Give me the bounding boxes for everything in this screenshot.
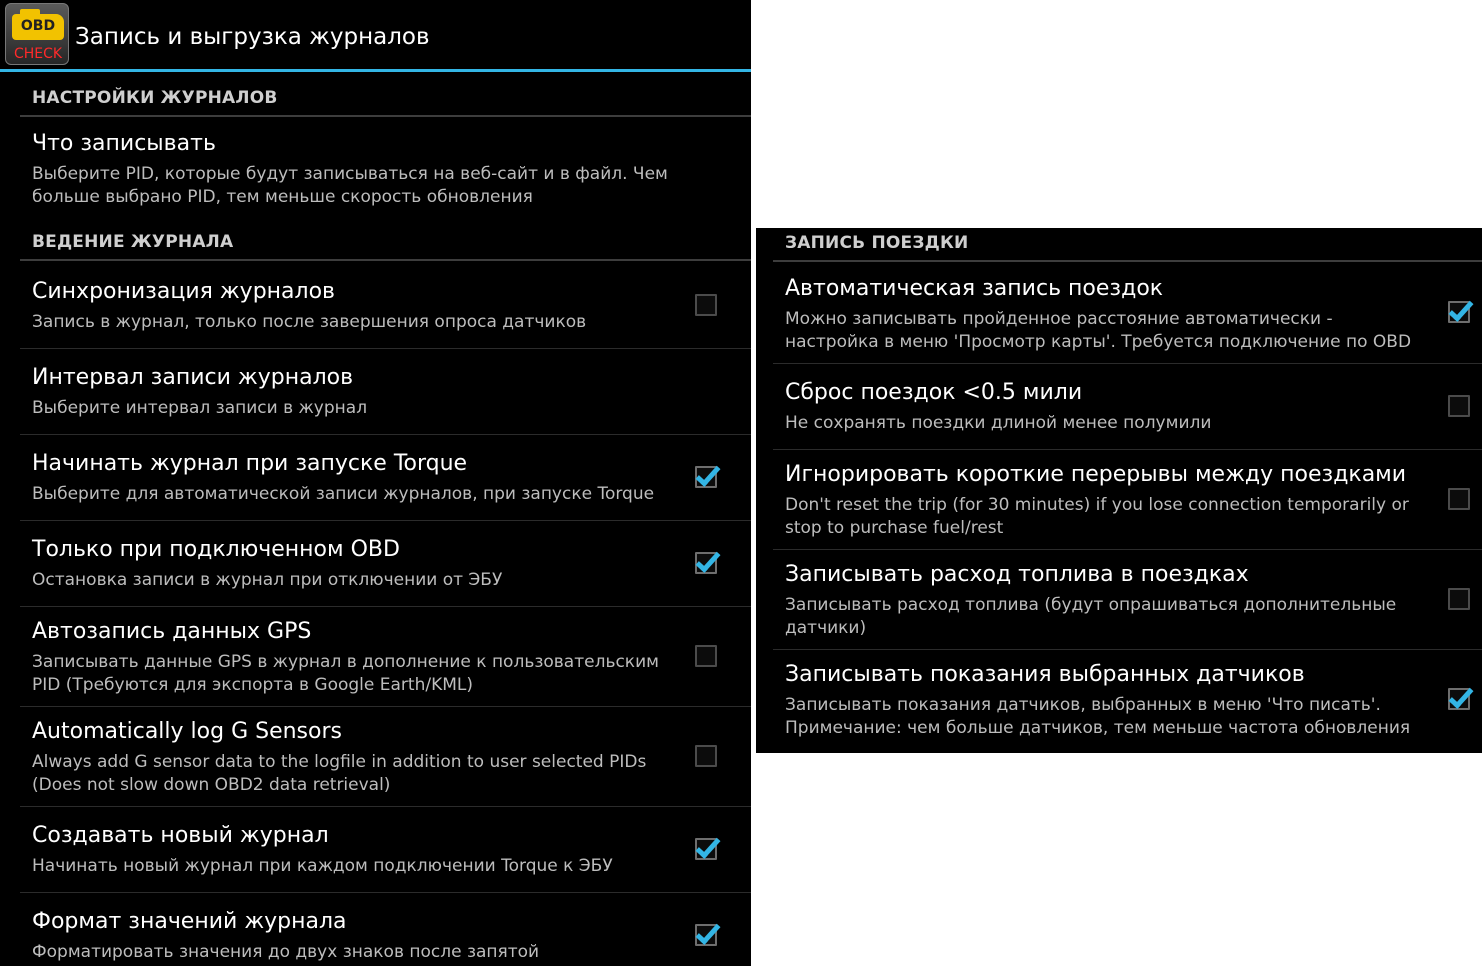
pref-summary: Остановка записи в журнал при отключении от ЭБУ bbox=[32, 570, 503, 590]
section-divider bbox=[20, 115, 751, 117]
autolog-gps-checkbox[interactable] bbox=[695, 645, 717, 667]
pref-title: Игнорировать короткие перерывы между поездками bbox=[785, 462, 1407, 487]
create-new-log-checkbox[interactable] bbox=[695, 838, 717, 860]
pref-title: Автоматическая запись поездок bbox=[785, 276, 1164, 301]
obd-check-app-icon[interactable] bbox=[5, 3, 69, 65]
checkmark-icon bbox=[696, 833, 721, 859]
pref-log-selected-sensors[interactable] bbox=[756, 650, 1482, 753]
section-divider bbox=[20, 259, 751, 261]
pref-summary: Можно записывать пройденное расстояние автоматически - настройка в меню 'Просмотр карты'. Требуется подключение по OBD bbox=[785, 309, 1412, 352]
pref-summary: Выберите интервал записи в журнал bbox=[32, 398, 368, 418]
page-title: Запись и выгрузка журналов bbox=[75, 24, 430, 50]
pref-title: Синхронизация журналов bbox=[32, 279, 336, 304]
pref-title: Записывать показания выбранных датчиков bbox=[785, 662, 1305, 687]
pref-summary: Записывать показания датчиков, выбранных в меню 'Что писать'. Примечание: чем больше датчиков, тем меньше частота обновления bbox=[785, 695, 1411, 738]
icon-check-label: CHECK bbox=[13, 46, 63, 62]
pref-log-g-sensors[interactable] bbox=[0, 707, 751, 806]
pref-log-interval[interactable] bbox=[0, 349, 751, 434]
checkmark-icon bbox=[696, 919, 721, 945]
only-when-obd-connected-checkbox[interactable] bbox=[695, 552, 717, 574]
log-g-sensors-checkbox[interactable] bbox=[695, 745, 717, 767]
section-header-log-settings: НАСТРОЙКИ ЖУРНАЛОВ bbox=[32, 88, 278, 108]
sync-logs-checkbox[interactable] bbox=[695, 294, 717, 316]
auto-trip-recording-checkbox[interactable] bbox=[1448, 301, 1470, 323]
pref-title: Начинать журнал при запуске Torque bbox=[32, 451, 468, 476]
pref-log-trip-fuel[interactable] bbox=[756, 550, 1482, 649]
pref-only-when-obd-connected[interactable] bbox=[0, 521, 751, 606]
pref-title: Только при подключенном OBD bbox=[32, 537, 400, 562]
pref-title: Автозапись данных GPS bbox=[32, 619, 312, 644]
pref-summary: Выберите PID, которые будут записываться на веб-сайт и в файл. Чем больше выбрано PID, тем меньше скорость обновления bbox=[32, 164, 668, 207]
log-value-format-checkbox[interactable] bbox=[695, 924, 717, 946]
pref-log-value-format[interactable] bbox=[0, 893, 751, 966]
section-header-trip-recording: ЗАПИСЬ ПОЕЗДКИ bbox=[785, 233, 969, 253]
pref-summary: Не сохранять поездки длиной менее полумили bbox=[785, 413, 1212, 433]
pref-sync-logs[interactable] bbox=[0, 262, 751, 348]
pref-summary: Don't reset the trip (for 30 minutes) if you lose connection temporarily or stop to purchase fuel/rest bbox=[785, 495, 1409, 538]
pref-create-new-log[interactable] bbox=[0, 807, 751, 892]
start-log-on-launch-checkbox[interactable] bbox=[695, 466, 717, 488]
checkmark-icon bbox=[1449, 683, 1474, 709]
ignore-short-breaks-checkbox[interactable] bbox=[1448, 488, 1470, 510]
pref-ignore-short-breaks[interactable] bbox=[756, 450, 1482, 549]
pref-start-log-on-launch[interactable] bbox=[0, 435, 751, 520]
icon-obd-label: OBD bbox=[20, 18, 56, 34]
pref-title: Automatically log G Sensors bbox=[32, 719, 342, 744]
pref-title: Создавать новый журнал bbox=[32, 823, 329, 848]
pref-title: Что записывать bbox=[32, 131, 216, 156]
pref-summary: Форматировать значения до двух знаков после запятой bbox=[32, 942, 540, 962]
pref-autolog-gps[interactable] bbox=[0, 607, 751, 706]
pref-summary: Начинать новый журнал при каждом подключении Torque к ЭБУ bbox=[32, 856, 613, 876]
reset-short-trips-checkbox[interactable] bbox=[1448, 395, 1470, 417]
pref-title: Сброс поездок <0.5 мили bbox=[785, 380, 1083, 405]
log-selected-sensors-checkbox[interactable] bbox=[1448, 688, 1470, 710]
pref-title: Формат значений журнала bbox=[32, 909, 347, 934]
pref-reset-short-trips[interactable] bbox=[756, 364, 1482, 449]
pref-summary: Записывать расход топлива (будут опрашиваться дополнительные датчики) bbox=[785, 595, 1397, 638]
pref-auto-trip-recording[interactable] bbox=[756, 262, 1482, 363]
pref-summary: Always add G sensor data to the logfile in addition to user selected PIDs (Does not slow down OBD2 data retrieval) bbox=[32, 752, 647, 795]
section-header-logging: ВЕДЕНИЕ ЖУРНАЛА bbox=[32, 232, 234, 252]
checkmark-icon bbox=[1449, 296, 1474, 322]
right-settings-panel bbox=[756, 228, 1482, 753]
checkmark-icon bbox=[696, 461, 721, 487]
pref-summary: Запись в журнал, только после завершения опроса датчиков bbox=[32, 312, 587, 332]
checkmark-icon bbox=[696, 547, 721, 573]
pref-title: Записывать расход топлива в поездках bbox=[785, 562, 1249, 587]
pref-what-to-log[interactable] bbox=[0, 118, 751, 212]
pref-title: Интервал записи журналов bbox=[32, 365, 354, 390]
action-bar bbox=[0, 0, 751, 72]
pref-summary: Записывать данные GPS в журнал в дополнение к пользовательским PID (Требуются для экспорта в Google Earth/KML) bbox=[32, 652, 659, 695]
log-trip-fuel-checkbox[interactable] bbox=[1448, 588, 1470, 610]
pref-summary: Выберите для автоматической записи журналов, при запуске Torque bbox=[32, 484, 655, 504]
